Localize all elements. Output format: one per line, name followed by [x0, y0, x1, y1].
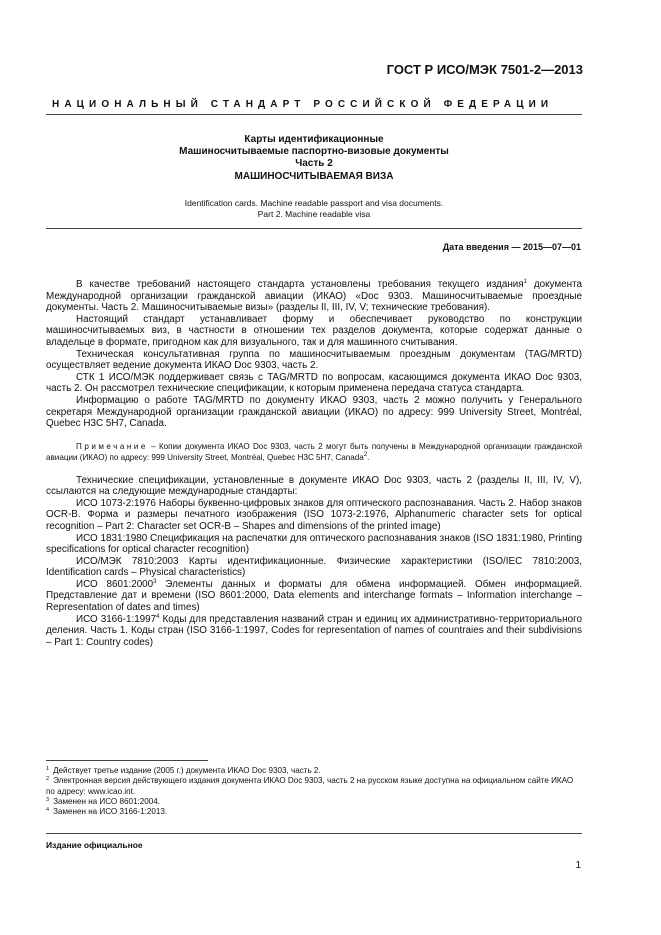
title-line-1: Карты идентификационные — [244, 134, 384, 145]
paragraph: Техническая консультативная группа по машиносчитываемым проездным документам (TAG/MRTD) осуществляет ведение документа ИКАО Doc 9303, часть 2. — [46, 348, 582, 372]
note-label: Примечание — [76, 441, 148, 451]
paragraph: Технические спецификации, установленные в документе ИКАО Doc 9303, часть 2 (разделы II, III, IV, V), ссылаются на следующие международные стандарты: — [46, 474, 582, 498]
introduction-date: Дата введения — 2015—07—01 — [442, 242, 581, 252]
footer-divider — [46, 833, 582, 834]
paragraph: ИСО 1831:1980 Спецификация на распечатки для оптического распознавания знаков (ISO 1831:1980, Printing specifications for optical character recognition) — [46, 532, 582, 556]
top-divider — [46, 114, 582, 115]
footnote-ref: 3 — [153, 578, 157, 585]
title-block — [46, 134, 582, 183]
title-divider — [46, 228, 582, 229]
page-number: 1 — [575, 860, 581, 871]
paragraph: В качестве требований настоящего стандарта установлены требования текущего издания$^1$ документа Международной организации гражданской авиации (ИКАО) «Doc 9303. Машиносчитываемые проездные документы. Часть 2. Машиносчитываемые визы» (разделы II, III, IV, V; технические требования). — [46, 279, 582, 314]
paragraph: ИСО/МЭК 7810:2003 Карты идентификационные. Физические характеристики (ISO/IEC 7810:2003, Identification cards – Physical characteristics) — [46, 555, 582, 579]
footnote: $^2$ Электронная версия действующего издания документа ИКАО Doc 9303, часть 2 на русском языке доступна на официальном сайте ИКАО по адресу: www.icao.int. — [46, 776, 574, 796]
national-standard-heading: НАЦИОНАЛЬНЫЙ СТАНДАРТ РОССИЙСКОЙ ФЕДЕРАЦИИ — [52, 99, 554, 110]
paragraph: ИСО 3166-1:1997$^4$ Коды для представления названий стран и единиц их административно-территориального деления. Часть 1. Коды стран (ISO 3166-1:1997, Codes for representation of names of countraies and their subdivisions – Part 1: Country codes) — [46, 613, 582, 648]
title-line-4: МАШИНОСЧИТЫВАЕМАЯ ВИЗА — [234, 170, 394, 182]
document-code: ГОСТ Р ИСО/МЭК 7501-2—2013 — [386, 62, 583, 77]
english-title-line-2: Part 2. Machine readable visa — [257, 209, 371, 220]
paragraph: Информацию о работе TAG/MRTD по документу ИКАО 9303, часть 2 можно получить у Генерального секретаря Международной организации гражданской авиации (ИКАО) по адресу: 999 University Street, Montréal, Quebec H3C 5H7, Canada. — [46, 394, 582, 430]
footnote: $^1$ Действует третье издание (2005 г.) документа ИКАО Doc 9303, часть 2. — [46, 766, 321, 775]
english-title-block — [46, 198, 582, 220]
footnote-ref: 2 — [363, 451, 368, 458]
footnote-divider — [46, 760, 208, 761]
official-edition-label: Издание официальное — [46, 840, 143, 850]
title-line-2: Машиносчитываемые паспортно-визовые документы — [179, 146, 449, 158]
footnote-ref: 4 — [156, 613, 160, 620]
paragraph: СТК 1 ИСО/МЭК поддерживает связь с TAG/MRTD по вопросам, касающимся документа ИКАО Doc 9303, часть 2. Он рассмотрел технические спецификации, к которым применена передача статуса стандарта. — [46, 371, 582, 395]
paragraph: Настоящий стандарт устанавливает форму и обеспечивает руководство по конструкции машиносчитываемых виз, в частности в отношении тех разделов документа, которые содержат данные о владельце в формате, пригодном как для визуального, так и для машинного считывания. — [46, 313, 582, 348]
paragraph: ИСО 8601:2000$^3$ Элементы данных и форматы для обмена информацией. Обмен информацией. Представление дат и времени (ISO 8601:2000, Data elements and interchange formats – Information interchange – Representation of dates and times) — [46, 578, 582, 614]
english-title-line-1: Identification cards. Machine readable passport and visa documents. — [184, 198, 444, 208]
note-paragraph: Примечание – Копии документа ИКАО Doc 9303, часть 2 могут быть получены в Международной организации гражданской авиации (ИКАО) по адресу: 999 University Street, Montréal, Quebec H3C 5H7, Canada$^2$. — [46, 441, 582, 462]
footnote-ref: 1 — [523, 279, 528, 285]
paragraph: ИСО 1073-2:1976 Наборы буквенно-цифровых знаков для оптического распознавания. Часть 2. Набор знаков OCR-B. Форма и размеры печатного изображения (ISO 1073-2:1976, Alphanumeric character sets for optical recognition – Part 2: Character set OCR-B – Shapes and dimensions of the printed image) — [46, 497, 582, 532]
footnotes — [46, 766, 582, 817]
footnote: $^4$ Заменен на ИСО 3166-1:2013. — [46, 807, 168, 817]
title-line-3: Часть 2 — [295, 158, 333, 170]
footnote: $^3$ Заменен на ИСО 8601:2004. — [46, 796, 160, 806]
body-text — [46, 279, 582, 648]
